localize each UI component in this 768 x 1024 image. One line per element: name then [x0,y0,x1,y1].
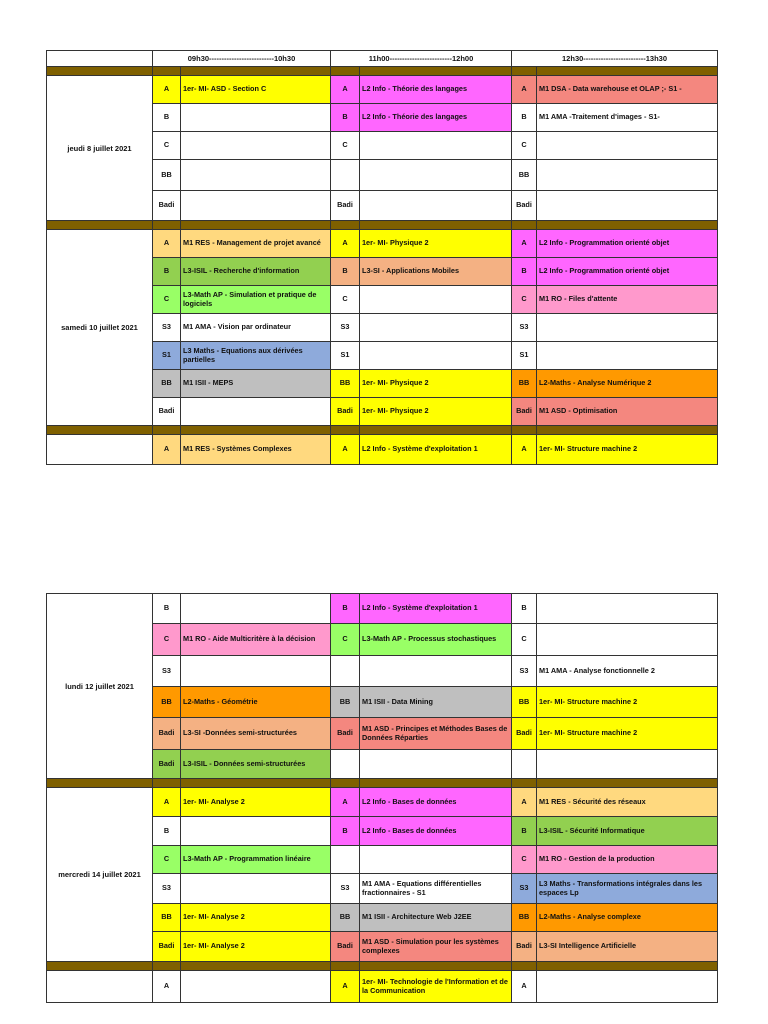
course-cell: L2 Info - Théorie des langages [360,104,512,132]
room-cell: S3 [512,874,537,904]
room-cell: A [153,971,181,1003]
room-cell: C [512,846,537,874]
room-cell: B [153,817,181,846]
room-cell: C [153,846,181,874]
room-cell: A [331,76,360,104]
schedule-row [47,76,718,104]
separator-cell [153,962,181,971]
course-cell: L3 Maths - Equations aux dérivées partielles [181,342,331,370]
time-slot-2: 11h00-------------------------12h00 [331,51,512,67]
room-cell: BB [153,904,181,932]
separator-cell [331,962,360,971]
room-cell: BB [153,370,181,398]
course-cell: M1 AMA - Equations différentielles fractionnaires - S1 [360,874,512,904]
course-cell: L2-Maths - Géométrie [181,687,331,718]
course-cell [181,874,331,904]
course-cell [360,132,512,160]
room-cell: A [512,435,537,465]
course-cell [537,191,718,221]
course-cell [181,971,331,1003]
course-cell: 1er- MI- Analyse 2 [181,932,331,962]
time-slot-header-row [47,51,718,67]
course-cell [360,750,512,779]
course-cell: L2 Info - Programmation orienté objet [537,230,718,258]
room-cell: A [512,230,537,258]
room-cell: A [153,435,181,465]
separator-cell [360,67,512,76]
separator-cell [331,779,360,788]
course-cell: L3-ISIL - Recherche d'information [181,258,331,286]
room-cell: Badi [331,932,360,962]
room-cell: A [331,435,360,465]
day-date-cell: jeudi 8 juillet 2021 [47,76,153,221]
room-cell: A [331,788,360,817]
separator-cell [181,779,331,788]
course-cell [181,191,331,221]
course-cell [181,594,331,624]
course-cell: M1 RES - Management de projet avancé [181,230,331,258]
room-cell: C [331,624,360,656]
course-cell [181,132,331,160]
room-cell: S3 [153,656,181,687]
room-cell: B [153,104,181,132]
course-cell: L2 Info - Programmation orienté objet [537,258,718,286]
course-cell: 1er- MI- Physique 2 [360,398,512,426]
separator-cell [153,67,181,76]
course-cell [360,191,512,221]
course-cell [537,624,718,656]
course-cell: L2 Info - Système d'exploitation 1 [360,594,512,624]
room-cell: A [512,788,537,817]
room-cell: Badi [512,718,537,750]
room-cell: BB [331,687,360,718]
room-cell: A [153,230,181,258]
separator-cell [537,67,718,76]
course-cell [181,817,331,846]
room-cell: BB [512,370,537,398]
separator-cell [181,221,331,230]
room-cell: A [512,76,537,104]
header-blank-cell [47,51,153,67]
day-date-cell: mercredi 14 juillet 2021 [47,788,153,962]
course-cell [181,656,331,687]
day-separator-row [47,779,718,788]
course-cell [360,314,512,342]
course-cell [537,160,718,191]
room-cell: Badi [153,750,181,779]
room-cell: Badi [331,398,360,426]
room-cell: C [512,624,537,656]
course-cell: M1 ISII - Data Mining [360,687,512,718]
room-cell: Badi [512,932,537,962]
room-cell: BB [153,687,181,718]
course-cell [537,342,718,370]
course-cell: M1 AMA - Vision par ordinateur [181,314,331,342]
course-cell [537,971,718,1003]
course-cell [537,750,718,779]
course-cell [181,160,331,191]
room-cell: C [331,286,360,314]
room-cell: S3 [153,874,181,904]
schedule-row [47,971,718,1003]
course-cell [360,160,512,191]
course-cell: M1 ASD - Optimisation [537,398,718,426]
separator-cell [360,426,512,435]
day-date-cell [47,435,153,465]
room-cell: A [331,971,360,1003]
room-cell: Badi [331,191,360,221]
room-cell: B [512,258,537,286]
course-cell: L2-Maths - Analyse Numérique 2 [537,370,718,398]
timetable-sheet-1 [46,50,717,465]
day-separator-row [47,67,718,76]
room-cell: A [153,788,181,817]
course-cell: M1 RES - Systèmes Complexes [181,435,331,465]
separator-cell [181,962,331,971]
day-date-cell [47,971,153,1003]
course-cell: M1 ASD - Simulation pour les systèmes complexes [360,932,512,962]
course-cell: L3-SI - Applications Mobiles [360,258,512,286]
room-cell [331,846,360,874]
course-cell: L2 Info - Système d'exploitation 1 [360,435,512,465]
course-cell: L3-ISIL - Sécurité Informatique [537,817,718,846]
timetable-sheet-2 [46,593,717,1003]
room-cell: B [153,258,181,286]
room-cell: Badi [512,191,537,221]
room-cell [331,656,360,687]
course-cell: 1er- MI- Analyse 2 [181,788,331,817]
course-cell: 1er- MI- Structure machine 2 [537,687,718,718]
course-cell [360,656,512,687]
separator-cell [47,221,153,230]
room-cell: A [512,971,537,1003]
course-cell: L3-Math AP - Programmation linéaire [181,846,331,874]
room-cell [512,750,537,779]
separator-cell [537,962,718,971]
room-cell: A [331,230,360,258]
room-cell: S3 [153,314,181,342]
schedule-row [47,435,718,465]
room-cell: B [512,594,537,624]
course-cell [181,104,331,132]
separator-cell [512,67,537,76]
course-cell: M1 DSA - Data warehouse et OLAP ;- S1 - [537,76,718,104]
room-cell: Badi [153,932,181,962]
separator-cell [512,426,537,435]
room-cell: C [331,132,360,160]
course-cell [360,342,512,370]
course-cell: M1 RO - Aide Multicritère à la décision [181,624,331,656]
room-cell: BB [512,904,537,932]
course-cell: M1 ASD - Principes et Méthodes Bases de Données Réparties [360,718,512,750]
separator-cell [47,779,153,788]
schedule-row [47,230,718,258]
room-cell: B [331,594,360,624]
exam-schedule-table-1 [46,50,718,465]
course-cell [360,286,512,314]
course-cell: 1er- MI- ASD - Section C [181,76,331,104]
course-cell: M1 RES - Sécurité des réseaux [537,788,718,817]
room-cell [331,160,360,191]
course-cell: 1er- MI- Physique 2 [360,370,512,398]
course-cell: M1 AMA -Traitement d'images - S1- [537,104,718,132]
day-separator-row [47,962,718,971]
course-cell: 1er- MI- Physique 2 [360,230,512,258]
schedule-row [47,594,718,624]
room-cell: B [331,817,360,846]
time-slot-3: 12h30-------------------------13h30 [512,51,718,67]
course-cell: L2 Info - Bases de données [360,788,512,817]
separator-cell [537,779,718,788]
separator-cell [537,221,718,230]
time-slot-1: 09h30--------------------------10h30 [153,51,331,67]
course-cell: M1 ISII - Architecture Web J2EE [360,904,512,932]
course-cell: L3 Maths - Transformations intégrales dans les espaces Lp [537,874,718,904]
course-cell [537,132,718,160]
room-cell: C [512,286,537,314]
course-cell: L3-SI Intelligence Artificielle [537,932,718,962]
course-cell: L3-SI -Données semi-structurées [181,718,331,750]
room-cell: Badi [153,191,181,221]
room-cell [331,750,360,779]
course-cell: 1er- MI- Technologie de l'Information et de la Communication [360,971,512,1003]
room-cell: Badi [153,718,181,750]
course-cell: L3-ISIL - Données semi-structurées [181,750,331,779]
room-cell: BB [512,687,537,718]
course-cell [360,846,512,874]
separator-cell [47,67,153,76]
course-cell [537,314,718,342]
room-cell: BB [153,160,181,191]
room-cell: Badi [153,398,181,426]
course-cell [181,398,331,426]
room-cell: C [512,132,537,160]
room-cell: S3 [331,874,360,904]
day-date-cell: lundi 12 juillet 2021 [47,594,153,779]
course-cell: 1er- MI- Analyse 2 [181,904,331,932]
room-cell: B [153,594,181,624]
room-cell: S1 [331,342,360,370]
room-cell: BB [331,904,360,932]
room-cell: Badi [512,398,537,426]
separator-cell [512,221,537,230]
separator-cell [512,962,537,971]
day-separator-row [47,221,718,230]
separator-cell [181,426,331,435]
room-cell: Badi [331,718,360,750]
course-cell: L2-Maths - Analyse complexe [537,904,718,932]
room-cell: C [153,624,181,656]
separator-cell [360,221,512,230]
course-cell: M1 AMA - Analyse fonctionnelle 2 [537,656,718,687]
course-cell: 1er- MI- Structure machine 2 [537,435,718,465]
room-cell: B [512,104,537,132]
separator-cell [47,426,153,435]
course-cell: M1 RO - Gestion de la production [537,846,718,874]
room-cell: B [512,817,537,846]
course-cell: M1 ISII - MEPS [181,370,331,398]
separator-cell [153,221,181,230]
day-date-cell: samedi 10 juillet 2021 [47,230,153,426]
room-cell: C [153,286,181,314]
separator-cell [360,779,512,788]
room-cell: S3 [512,314,537,342]
room-cell: S3 [512,656,537,687]
separator-cell [153,779,181,788]
separator-cell [512,779,537,788]
separator-cell [153,426,181,435]
separator-cell [331,67,360,76]
room-cell: BB [512,160,537,191]
room-cell: C [153,132,181,160]
course-cell: L2 Info - Théorie des langages [360,76,512,104]
schedule-row [47,788,718,817]
course-cell: M1 RO - Files d'attente [537,286,718,314]
separator-cell [47,962,153,971]
course-cell: L2 Info - Bases de données [360,817,512,846]
separator-cell [537,426,718,435]
separator-cell [331,221,360,230]
course-cell: L3-Math AP - Processus stochastiques [360,624,512,656]
room-cell: B [331,258,360,286]
separator-cell [181,67,331,76]
room-cell: BB [331,370,360,398]
course-cell: L3-Math AP - Simulation et pratique de logiciels [181,286,331,314]
course-cell [537,594,718,624]
course-cell: 1er- MI- Structure machine 2 [537,718,718,750]
room-cell: B [331,104,360,132]
separator-cell [360,962,512,971]
room-cell: S3 [331,314,360,342]
room-cell: S1 [153,342,181,370]
room-cell: S1 [512,342,537,370]
day-separator-row [47,426,718,435]
room-cell: A [153,76,181,104]
separator-cell [331,426,360,435]
exam-schedule-table-2 [46,593,718,1003]
